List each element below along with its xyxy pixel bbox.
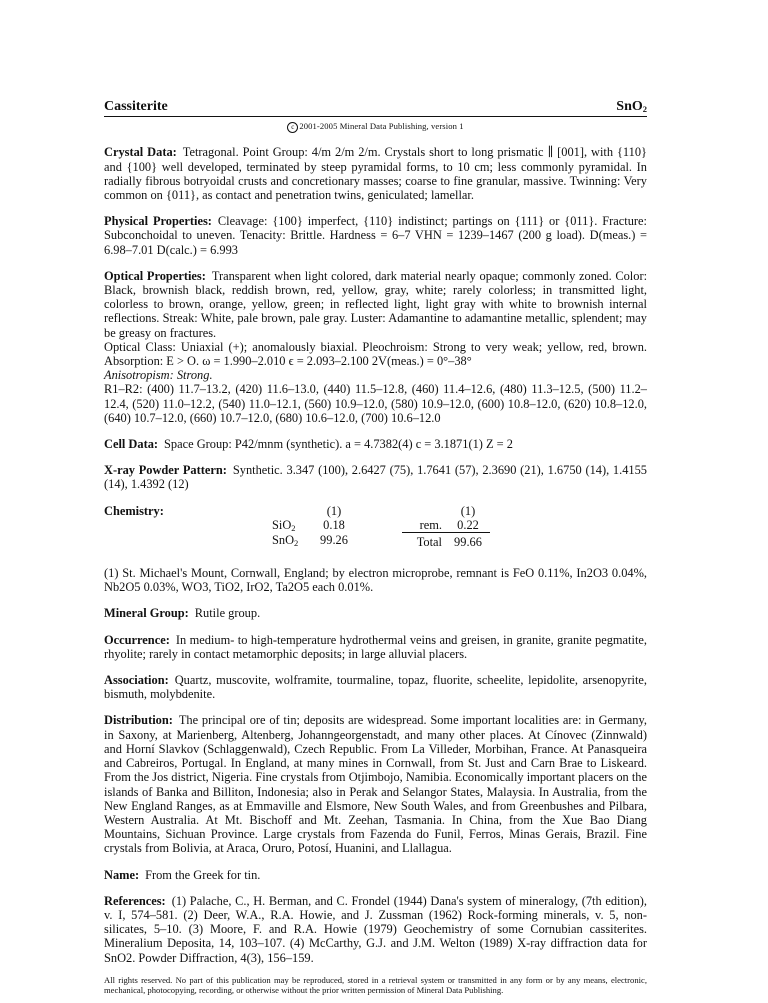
name-section — [104, 868, 647, 882]
rights-footer: All rights reserved. No part of this publication may be reproduced, stored in a retrieval system or transmitted in any form or by any means, electronic, mechanical, photocopying, recording, or otherwise without the prior written permission of Mineral Data Publishing. — [104, 974, 647, 995]
association-text: Quartz, muscovite, wolframite, tourmaline, topaz, fluorite, scheelite, lepidolite, arsenopyrite, bismuth, molybdenite. — [104, 673, 647, 702]
crystal-data-text: Tetragonal. Point Group: 4/m 2/m 2/m. Crystals short to long prismatic ∥ [001], with {110} and {100} well developed, terminated by steep pyramidal forms, to 10 cm; less commonly pyramidal. In radially fibrous botryoidal crusts and concretionary masses; coarse to fine granular, massive. Twinning: Very common on {011}, as contact and penetration twins, geniculated; lamellar. — [104, 145, 648, 203]
total-value: 99.66 — [446, 533, 490, 550]
references-text: (1) Palache, C., H. Berman, and C. Frondel (1944) Dana's system of mineralogy, (7th edition), v. I, 574–581. (2) Deer, W.A., R.A. Howie, and J. Zussman (1962) Rock-forming minerals, v. 5, non-silicates, 5–10. (3) Moore, F. and R.A. Howie (1979) Geochemistry of some Cornubian cassiterites. Mineralium Deposita, 14, 103–107. (4) McCarthy, G.J. and J.M. Welton (1989) X-ray diffraction data for SnO2. Powder Diffraction, 4(3), 156–159. — [104, 893, 647, 965]
copyright-line: c 2001-2005 Mineral Data Publishing, version 1 — [104, 119, 647, 133]
name-label: Name: — [104, 867, 140, 882]
references-section — [104, 894, 647, 965]
association-label: Association: — [104, 673, 169, 688]
xray-section — [104, 463, 647, 491]
cell-data-label: Cell Data: — [104, 437, 159, 452]
sheet-header — [104, 100, 647, 117]
anisotropism-text: Anisotropism: Strong. — [104, 368, 213, 383]
oxide-name: rem. — [419, 517, 442, 532]
oxide-name: SiO$_2$ — [272, 517, 296, 533]
oxide-name: SnO$_2$ — [272, 532, 299, 548]
mineral-group-section — [104, 606, 647, 620]
occurrence-label: Occurrence: — [104, 632, 170, 647]
cell-data-text: Space Group: P42/mnm (synthetic). a = 4.7382(4) c = 3.1871(1) Z = 2 — [164, 437, 513, 452]
mineral-group-text: Rutile group. — [194, 606, 261, 621]
copyright-icon: c — [287, 122, 298, 133]
physical-properties-section — [104, 214, 647, 257]
optical-properties-text: Transparent when light colored, dark material nearly opaque; commonly zoned. Color: Black, brownish black, reddish brown, red, yellow, gray, white; rarely colorless; in transmitted light, colorless to brown, orange, yellow, green; in reflected light, light gray with white to brownish internal reflections. Streak: White, pale brown, pale gray. Luster: Adamantine to adamantine metallic, splendent; may be greasy on fractures. — [104, 268, 648, 340]
cell-data-section — [104, 437, 647, 451]
name-text: From the Greek for tin. — [145, 867, 261, 882]
chemistry-section — [104, 504, 647, 566]
table-row — [272, 504, 490, 518]
chemistry-table — [272, 504, 490, 550]
mineral-group-label: Mineral Group: — [104, 606, 189, 621]
oxide-value: 0.18 — [323, 517, 345, 532]
xray-text: Synthetic. 3.347 (100), 2.6427 (75), 1.7641 (57), 2.3690 (21), 1.6750 (14), 1.4155 (14), 1.4392 (12) — [104, 463, 648, 492]
distribution-text: The principal ore of tin; deposits are widespread. Some important localities are: in Germany, in Saxony, at Marienberg, Altenberg, Johanngeorgenstadt, and many other places. At Cínovec (Zinnwald) and Horní Slavkov (Schlaggenwald), Czech Republic. From La Villeder, Morbihan, France. At Panasqueira and Cabreiros, Portugal. In England, at many mines in Cornwall, from St. Just and Carn Brae to Liskeard. From the Jos district, Nigeria. Fine crystals from Otjimbojo, Namibia. Economically important placers on the islands of Banka and Billiton, Indonesia; also in Perak and Selangor States, Malaysia. In Australia, from the New England Ranges, as at Emmaville and Elsmore, New South Wales, and from Greenbushes and Pilbara, Western Australia. At Mt. Bischoff and Mt. Zeehan, Tasmania. In China, from the Xue Bao Diang Mountains, Sichuan Province. Large crystals from Fazenda do Funil, Ferros, Minas Gerais, Brazil. Fine crystals from Bolivia, at Araca, Oruro, Potosí, Huanini, and Llallagua. — [104, 713, 647, 856]
column-header: (1) — [326, 503, 342, 518]
xray-label: X-ray Powder Pattern: — [104, 463, 227, 478]
crystal-data-label: Crystal Data: — [104, 145, 177, 160]
optical-properties-section — [104, 269, 647, 425]
reflectance-text: R1–R2: (400) 11.7–13.2, (420) 11.6–13.0, (440) 11.5–12.8, (460) 11.4–12.6, (480) 11.3–12.5, (500) 11.2–12.4, (520) 11.0–12.2, (540) 11.0–12.1, (560) 10.9–12.0, (580) 10.9–12.0, (600) 10.8–12.0, (620) 10.8–12.0, (640) 10.7–12.0, (660) 10.7–12.0, (680) 10.6–12.0, (700) 10.6–12.0 — [104, 382, 647, 425]
mineral-data-sheet — [104, 100, 647, 1003]
distribution-label: Distribution: — [104, 713, 173, 728]
oxide-value: 99.26 — [320, 532, 348, 547]
mineral-name: Cassiterite — [104, 99, 168, 114]
crystal-data-section — [104, 145, 647, 202]
association-section — [104, 673, 647, 701]
column-header: (1) — [460, 503, 476, 518]
chemistry-note: (1) St. Michael's Mount, Cornwall, England; by electron microprobe, remnant is FeO 0.11%, In2O3 0.04%, Nb2O5 0.03%, WO3, TiO2, IrO2, Ta2O5 each 0.01%. — [104, 565, 647, 594]
occurrence-text: In medium- to high-temperature hydrothermal veins and greisen, in granite, granite pegmatite, rhyolite; rarely in contact metamorphic deposits; in large alluvial placers. — [104, 632, 647, 661]
optical-properties-label: Optical Properties: — [104, 268, 206, 283]
references-label: References: — [104, 893, 166, 908]
distribution-section — [104, 713, 647, 855]
occurrence-section — [104, 633, 647, 661]
oxide-value: 0.22 — [457, 517, 479, 532]
total-label: Total — [402, 533, 446, 550]
physical-properties-text: Cleavage: {100} imperfect, {110} indistinct; partings on {111} or {011}. Fracture: Subconchoidal to uneven. Tenacity: Brittle. Hardness = 6–7 VHN = 1239–1467 (200 g load). D(meas.) = 6.98–7.01 D(calc.) = 6.993 — [104, 214, 647, 257]
mineral-formula: SnO$_2$ — [616, 99, 647, 114]
optical-class-text: Optical Class: Uniaxial (+); anomalously biaxial. Pleochroism: Strong to very weak; yellow, red, brown. Absorption: E > O. ω = 1.990–2.010 ϵ = 2.093–2.100 2V(meas.) = 0°–38° — [104, 339, 647, 369]
chemistry-label: Chemistry: — [104, 503, 164, 518]
table-row — [272, 533, 490, 550]
table-row — [272, 518, 490, 533]
physical-properties-label: Physical Properties: — [104, 214, 212, 229]
